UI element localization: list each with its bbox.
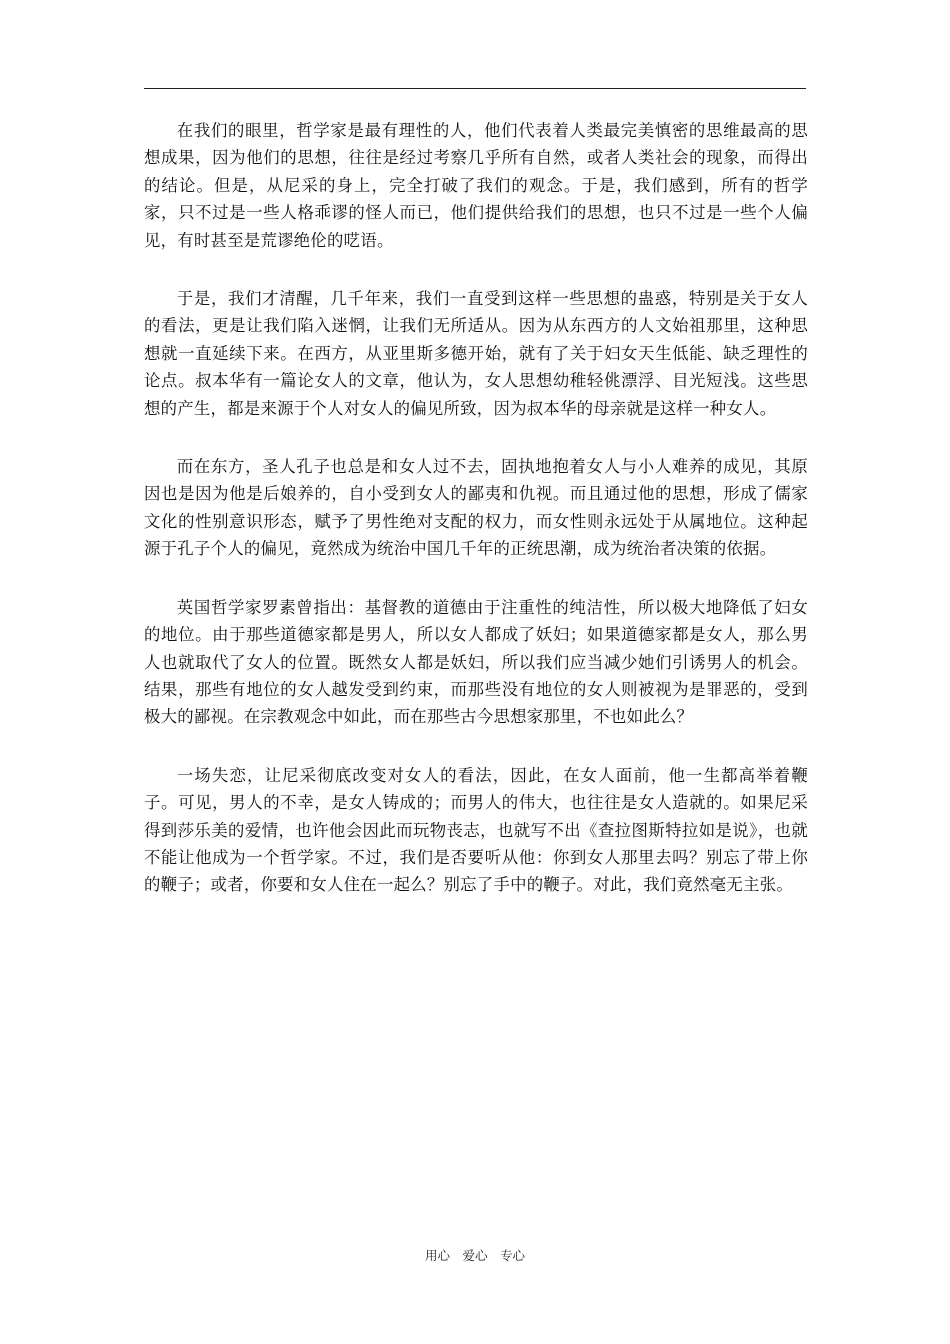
document-body: [144, 117, 808, 930]
paragraph-4: 英国哲学家罗素曾指出：基督教的道德由于注重性的纯洁性，所以极大地降低了妇女的地位。由于那些道德家都是男人，所以女人都成了妖妇；如果道德家都是女人，那么男人也就取代了女人的位置。既然女人都是妖妇，所以我们应当减少她们引诱男人的机会。结果，那些有地位的女人越发受到约束，而那些没有地位的女人则被视为是罪恶的，受到极大的鄙视。在宗教观念中如此，而在那些古今思想家那里，不也如此么？: [144, 597, 808, 727]
paragraph-5: 一场失恋，让尼采彻底改变对女人的看法，因此，在女人面前，他一生都高举着鞭子。可见，男人的不幸，是女人铸成的；而男人的伟大，也往往是女人造就的。如果尼采得到莎乐美的爱情，也许他会因此而玩物丧志，也就写不出《查拉图斯特拉如是说》，也就不能让他成为一个哲学家。不过，我们是否要听从他：你到女人那里去吗？别忘了带上你的鞭子；或者，你要和女人住在一起么？别忘了手中的鞭子。对此，我们竟然毫无主张。: [144, 765, 808, 895]
header-rule: [144, 88, 806, 89]
paragraph-1: 在我们的眼里，哲学家是最有理性的人，他们代表着人类最完美慎密的思维最高的思想成果，因为他们的思想，往往是经过考察几乎所有自然，或者人类社会的现象，而得出的结论。但是，从尼采的身上，完全打破了我们的观念。于是，我们感到，所有的哲学家，只不过是一些人格乖谬的怪人而已，他们提供给我们的思想，也只不过是一些个人偏见，有时甚至是荒谬绝伦的呓语。: [144, 121, 808, 250]
paragraph-2: 于是，我们才清醒，几千年来，我们一直受到这样一些思想的蛊惑，特别是关于女人的看法，更是让我们陷入迷惘，让我们无所适从。因为从东西方的人文始祖那里，这种思想就一直延续下来。在西方，从亚里斯多德开始，就有了关于妇女天生低能、缺乏理性的论点。叔本华有一篇论女人的文章，他认为，女人思想幼稚轻佻漂浮、目光短浅。这些思想的产生，都是来源于个人对女人的偏见所致，因为叔本华的母亲就是这样一种女人。: [144, 289, 808, 418]
paragraph-3: 而在东方，圣人孔子也总是和女人过不去，固执地抱着女人与小人难养的成见，其原因也是因为他是后娘养的，自小受到女人的鄙夷和仇视。而且通过他的思想，形成了儒家文化的性别意识形态，赋予了男性绝对支配的权力，而女性则永远处于从属地位。这种起源于孔子个人的偏见，竟然成为统治中国几千年的正统思潮，成为统治者决策的依据。: [144, 457, 808, 559]
page-footer: 用心 爱心 专心: [424, 1248, 525, 1263]
